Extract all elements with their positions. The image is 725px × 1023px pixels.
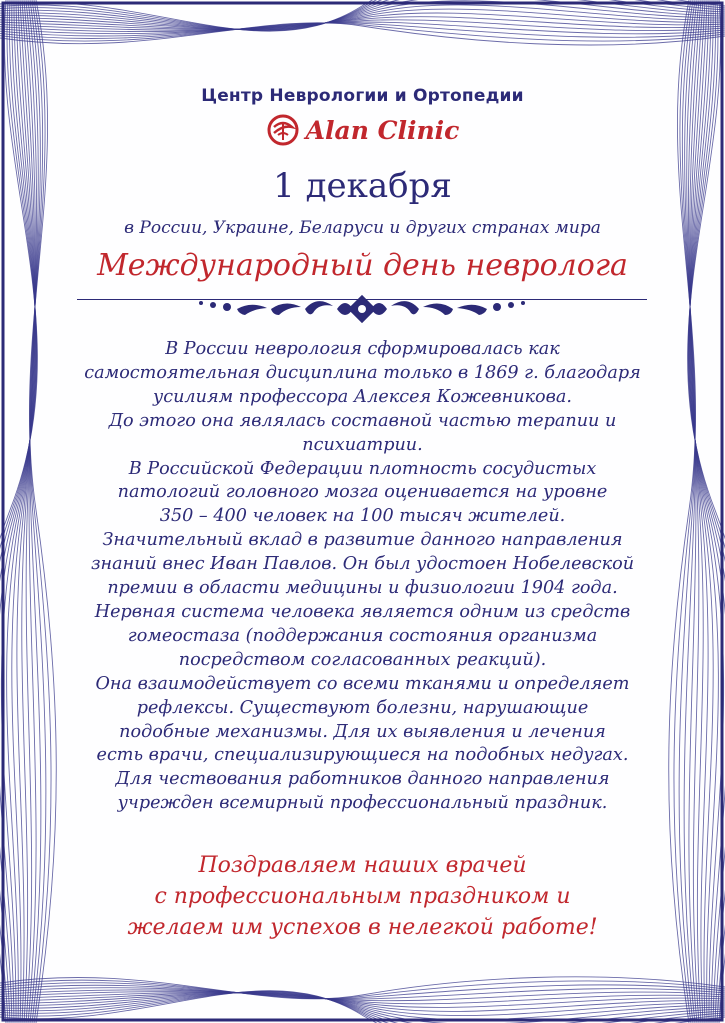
clinic-logo [60,112,665,148]
event-date: 1 декабря [273,166,452,206]
body-line: подобные механизмы. Для их выявления и лечения [119,721,606,742]
congrats-line: Поздравляем наших врачей [198,853,527,878]
body-line: патологий головного мозга оценивается на уровне [117,482,608,503]
body-line: Нервная система человека является одним из средств [94,601,631,622]
body-line: Она взаимодействует со всеми тканями и определяет [95,673,630,694]
body-line: гомеостаза (поддержания состояния организма [127,625,598,646]
body-line: премии в области медицины и физиологии 1904 года. [107,578,618,599]
event-title: Международный день невролога [97,248,628,283]
body-line: учрежден всемирный профессиональный праздник. [117,793,608,814]
body-line: Значительный вклад в развитие данного направления [102,530,623,551]
caduceus-logo-icon [266,113,300,147]
body-line: знаний внес Иван Павлов. Он был удостоен Нобелевской [90,554,635,575]
body-line: рефлексы. Существуют болезни, нарушающие [136,697,589,718]
body-line: До этого она являлась составной частью терапии и [108,410,617,431]
countries-line: в России, Украине, Беларуси и других странах мира [124,218,601,238]
body-line: Для чествования работников данного направления [115,769,610,790]
body-line: усилиям профессора Алексея Кожевникова. [153,386,572,407]
ornamental-divider [187,293,537,323]
body-text [60,338,665,816]
body-line: В Российской Федерации плотность сосудистых [128,458,597,479]
body-line: психиатрии. [302,434,423,455]
congratulations-text [60,850,665,943]
body-line: 350 – 400 человек на 100 тысяч жителей. [159,506,566,527]
congrats-line: желаем им успехов в нелегкой работе! [127,915,598,940]
organization-name: Центр Неврологии и Ортопедии [201,86,524,106]
congrats-line: с профессиональным праздником и [154,884,571,909]
body-line: посредством согласованных реакций). [178,649,547,670]
clinic-name: Alan Clinic [305,115,460,145]
body-line: самостоятельная дисциплина только в 1869 г. благодаря [84,362,641,383]
body-line: есть врачи, специализирующиеся на подобных недугах. [96,745,629,766]
body-line: В России неврология сформировалась как [165,339,560,359]
